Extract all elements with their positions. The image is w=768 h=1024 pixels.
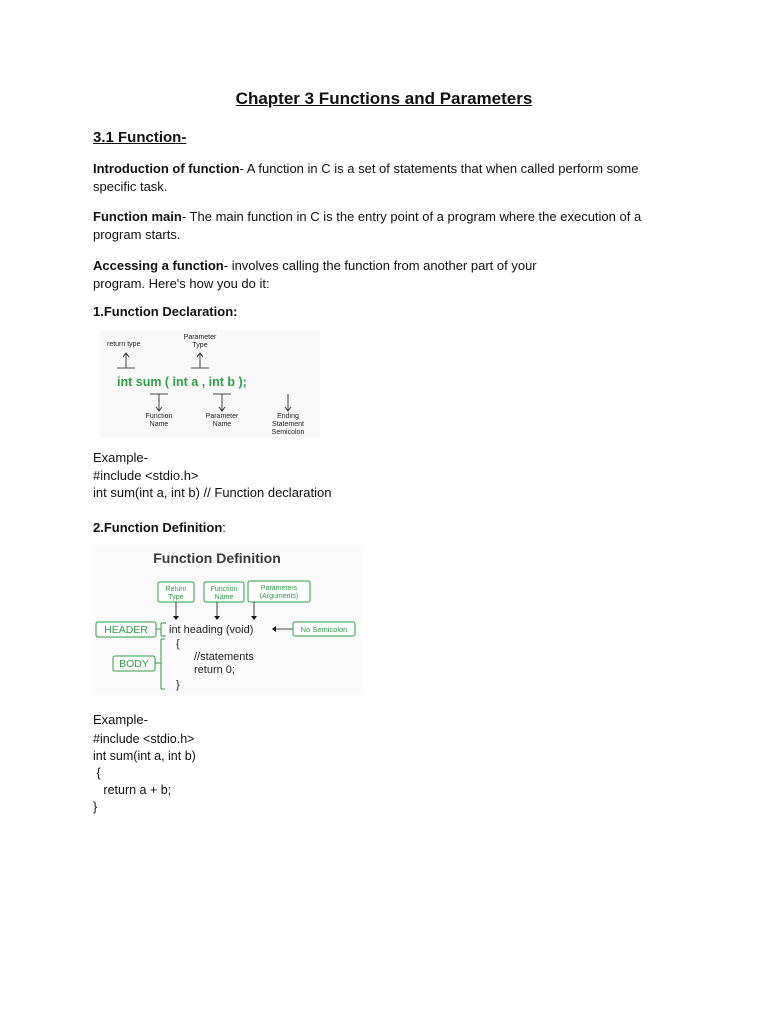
- function-name-label-1: Function: [145, 413, 173, 420]
- param-name-label-2: Name: [212, 421, 232, 428]
- accessing-text-line2: program. Here's how you do it:: [93, 275, 270, 291]
- definition-example: [93, 731, 196, 816]
- definition-heading: [93, 520, 226, 535]
- close-brace: }: [176, 679, 180, 691]
- accessing-text-line1: - involves calling the function from another part of your: [223, 258, 537, 273]
- return-type-label: return type: [107, 341, 141, 348]
- definition-example-line: {: [93, 766, 101, 780]
- return-statement: return 0;: [194, 664, 235, 676]
- header-label: HEADER: [104, 624, 148, 636]
- function-name-text-1: Function: [210, 586, 238, 593]
- intro-paragraph: [93, 160, 673, 195]
- parameters-text-1: Parameters: [260, 585, 298, 592]
- ending-label-3: Semicolon: [271, 429, 305, 436]
- section-heading: 3.1 Function-: [93, 129, 187, 146]
- main-function-term: Function main: [93, 209, 182, 224]
- definition-example-line: return a + b;: [93, 783, 172, 797]
- param-type-label-1: Parameter: [183, 334, 217, 341]
- definition-example-line: }: [93, 800, 98, 814]
- declaration-code: int sum ( int a , int b );: [117, 375, 247, 389]
- intro-term: Introduction of function: [93, 161, 240, 176]
- definition-heading-text: 2.Function Definition: [93, 520, 223, 535]
- function-name-text-2: Name: [214, 594, 234, 601]
- open-brace: {: [176, 638, 180, 650]
- ending-label-2: Statement: [272, 421, 304, 428]
- definition-example-line: #include <stdio.h>: [93, 732, 195, 746]
- statements-comment: //statements: [194, 651, 254, 663]
- page-title: Chapter 3 Functions and Parameters: [235, 89, 533, 108]
- accessing-term: Accessing a function: [93, 258, 224, 273]
- definition-diagram-title: Function Definition: [153, 550, 281, 566]
- signature-text: int heading (void): [169, 624, 254, 636]
- main-function-paragraph: [93, 208, 673, 243]
- return-type-text-2: Type: [168, 594, 184, 601]
- declaration-example-line: int sum(int a, int b) // Function declaration: [93, 485, 332, 500]
- declaration-diagram: [100, 330, 320, 438]
- body-label: BODY: [119, 658, 149, 670]
- intro-text: - A function in C is a set of statements that when called perform some specific task.: [93, 161, 639, 194]
- param-name-label-1: Parameter: [205, 413, 239, 420]
- parameters-text-2: (Arguments): [259, 593, 299, 600]
- definition-example-line: int sum(int a, int b): [93, 749, 196, 763]
- no-semicolon-label: No Semicolon: [300, 625, 348, 634]
- accessing-paragraph: [93, 257, 673, 292]
- declaration-example: [93, 449, 331, 502]
- ending-label-1: Ending: [277, 413, 299, 420]
- definition-diagram: [93, 545, 361, 695]
- function-name-label-2: Name: [149, 421, 169, 428]
- declaration-example-line: #include <stdio.h>: [93, 467, 199, 483]
- definition-example-label: Example-: [93, 712, 148, 727]
- declaration-example-label: Example-: [93, 450, 148, 465]
- return-type-text-1: Return: [165, 586, 187, 593]
- main-function-text: - The main function in C is the entry point of a program where the execution of a program starts.: [93, 209, 642, 242]
- definition-heading-colon: :: [222, 520, 226, 535]
- declaration-heading: 1.Function Declaration:: [93, 304, 238, 319]
- param-type-label-2: Type: [192, 342, 208, 349]
